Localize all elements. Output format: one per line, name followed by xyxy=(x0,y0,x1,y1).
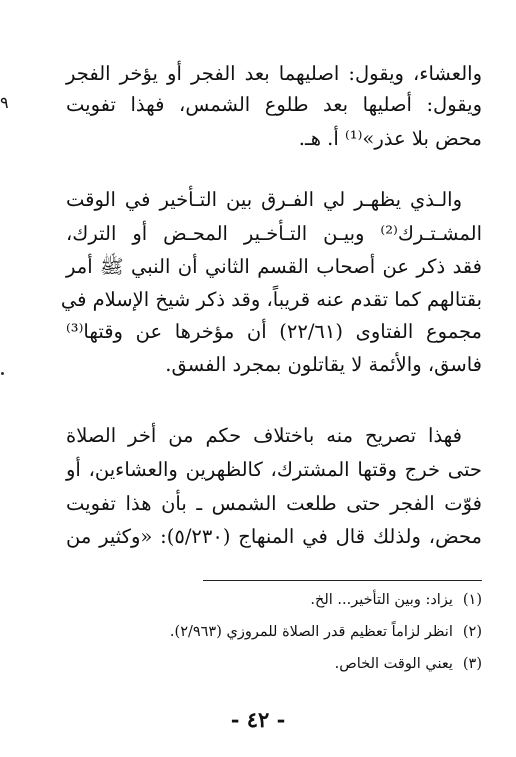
body-line-3: محض بلا عذر»⁽¹⁾ أ. هـ. xyxy=(298,127,482,150)
footnote-2-number: (٢) xyxy=(462,624,482,640)
body-line-10: فهذا تصريح منه باختلاف حكم من أخر الصلاة xyxy=(66,424,462,447)
footnote-3 xyxy=(66,657,482,672)
body-line-4: والـذي يظهـر لي الفـرق بين التـأخير في الوقت xyxy=(66,188,462,211)
footnote-2 xyxy=(66,625,482,640)
body-line-1: والعشاء، ويقول: اصليهما بعد الفجر أو يؤخر الفجر xyxy=(66,62,482,85)
body-line-2: ويقول: أصليها بعد طلوع الشمس، فهذا تفويت xyxy=(66,93,482,116)
body-line-6: فقد ذكر عن أصحاب القسم الثاني أن النبي ﷺ أمر xyxy=(66,255,482,278)
footnote-1 xyxy=(66,593,482,608)
margin-mark: ٩ xyxy=(0,93,9,112)
footnote-1-number: (١) xyxy=(462,592,482,608)
footnote-2-text: انظر لزاماً تعظيم قدر الصلاة للمروزي (٢/٩٦٣). xyxy=(169,624,453,640)
footnote-separator xyxy=(203,580,482,581)
body-line-7: بقتالهم كما تقدم عنه قريباً، وقد ذكر شيخ الإسلام في xyxy=(60,288,482,311)
footnote-1-text: يزاد: وبين التأخير... الخ. xyxy=(310,592,453,608)
body-line-12: فوّت الفجر حتى طلعت الشمس ـ بأن هذا تفويت xyxy=(66,492,482,515)
footnote-3-number: (٣) xyxy=(462,656,482,672)
margin-dot xyxy=(1,372,4,375)
body-line-11: حتى خرج وقتها المشترك، كالظهرين والعشاءين، أو xyxy=(66,458,482,481)
page-number: - ٤٢ - xyxy=(230,707,286,732)
body-line-8: مجموع الفتاوى (٢٢/٦١) أن مؤخرها عن وقتها⁽³⁾ xyxy=(66,320,482,343)
footnote-3-text: يعني الوقت الخاص. xyxy=(334,656,453,672)
body-line-13: محض، ولذلك قال في المنهاج (٥/٢٣٠): «وكثير من xyxy=(66,525,482,548)
body-line-5: المشـتـرك⁽²⁾ وبيـن التـأخـير المحـض أو الترك، xyxy=(66,222,482,245)
body-line-9: فاسق، والأئمة لا يقاتلون بمجرد الفسق. xyxy=(165,353,482,376)
